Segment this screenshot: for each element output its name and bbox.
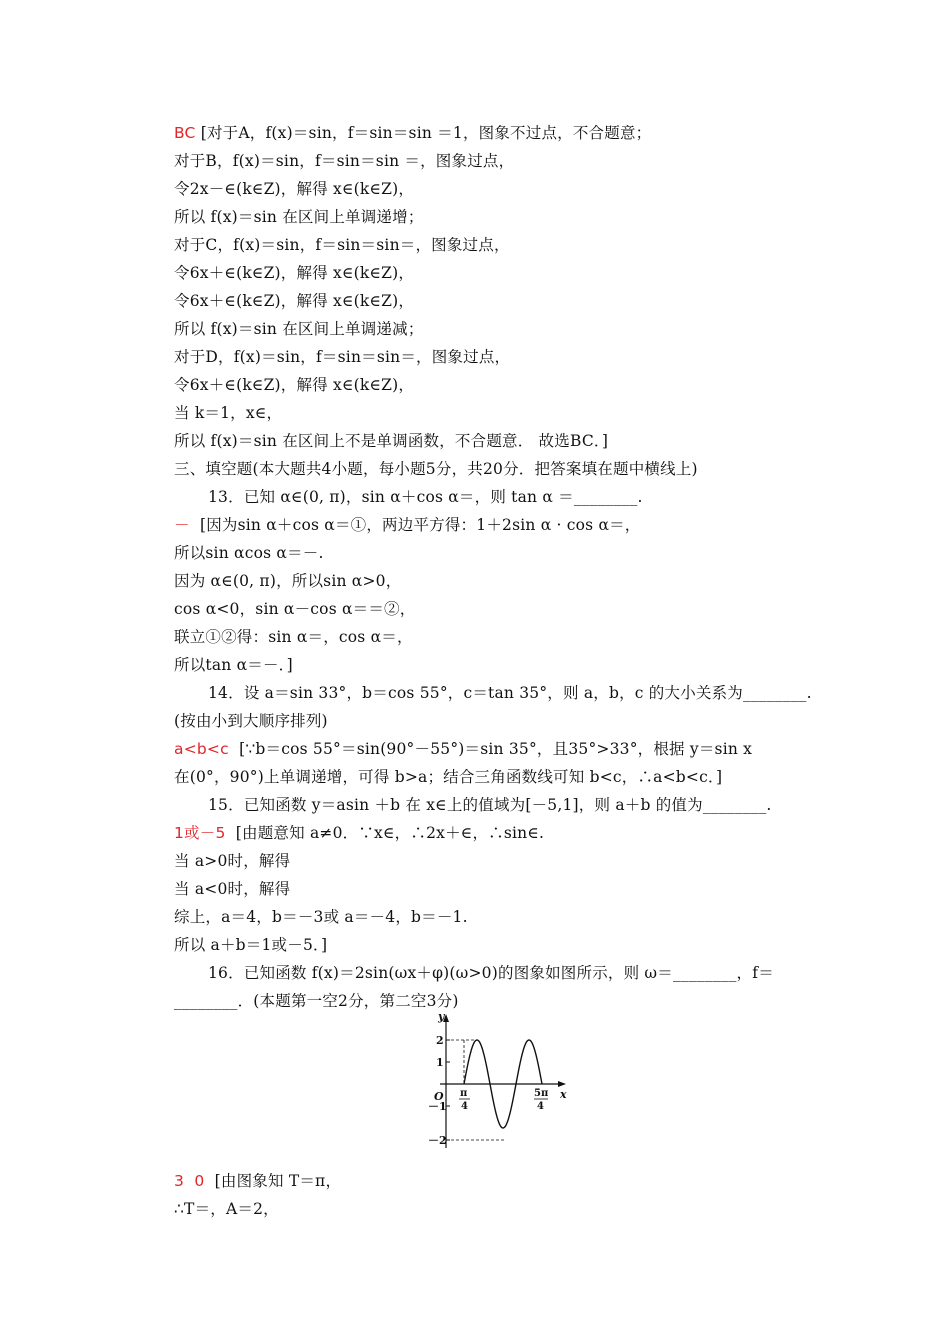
- line-text: 当 a<0时，解得: [174, 880, 291, 898]
- line-text: 对于D，f(x)＝sin，f＝sin＝sin＝，图象过点，: [174, 348, 511, 366]
- answer-label: BC: [174, 124, 196, 142]
- line-text: 16．已知函数 f(x)＝2sin(ωx＋φ)(ω>0)的图象如图所示，则 ω＝________，f＝: [208, 964, 774, 982]
- line-text: 14．设 a＝sin 33°，b＝cos 55°，c＝tan 35°，则 a，b，c 的大小关系为________.: [208, 684, 812, 702]
- text-line: [174, 459, 698, 479]
- text-line: [174, 571, 401, 591]
- x-axis-label: x: [560, 1088, 567, 1101]
- line-text: cos α<0，sin α－cos α＝＝②，: [174, 600, 416, 618]
- text-line: [174, 711, 328, 731]
- text-line: [174, 515, 641, 535]
- line-text: 所以sin αcos α＝－.: [174, 544, 324, 562]
- y-axis-label: y: [438, 1010, 445, 1023]
- text-line: [174, 123, 651, 143]
- line-text: 三、填空题(本大题共4小题，每小题5分，共20分．把答案填在题中横线上): [174, 460, 698, 478]
- line-text: 令2x－∈(k∈Z)，解得 x∈(k∈Z)，: [174, 180, 415, 198]
- line-text: 当 k＝1，x∈，: [174, 404, 283, 422]
- x-tick-5pi4-numerator: 5π: [534, 1088, 549, 1099]
- text-line: [174, 431, 608, 451]
- text-line: [174, 291, 414, 311]
- line-text: [对于A，f(x)＝sin，f＝sin＝sin ＝1，图象不过点，不合题意；: [195, 124, 652, 142]
- text-line: [208, 963, 774, 983]
- text-line: [174, 1171, 341, 1191]
- y-tick-label-2: 2: [436, 1034, 444, 1047]
- line-text: 当 a>0时，解得: [174, 852, 291, 870]
- x-tick-pi4-denominator: 4: [461, 1101, 468, 1112]
- line-text: 13．已知 α∈(0, π)，sin α＋cos α＝，则 tan α ＝________.: [208, 488, 643, 506]
- line-text: [∵b＝cos 55°＝sin(90°－55°)＝sin 35°，且35°>33°，根据 y＝sin x: [228, 740, 753, 758]
- y-tick-label-m1: －1: [428, 1100, 447, 1113]
- line-text: 对于C，f(x)＝sin，f＝sin＝sin＝，图象过点，: [174, 236, 510, 254]
- text-line: [174, 347, 510, 367]
- y-tick-label-1: 1: [436, 1056, 444, 1069]
- y-tick-label-m2: －2: [428, 1134, 447, 1147]
- line-text: 联立①②得：sin α＝，cos α＝，: [174, 628, 413, 646]
- text-line: [174, 655, 293, 675]
- text-line: [174, 1199, 279, 1219]
- sine-graph-figure: [420, 1010, 570, 1160]
- text-line: [174, 179, 414, 199]
- text-line: [174, 879, 290, 899]
- line-text: 所以 a＋b＝1或－5．]: [174, 936, 328, 954]
- text-line: [174, 627, 413, 647]
- line-text: [因为sin α＋cos α＝①，两边平方得：1＋2sin α · cos α＝，: [189, 516, 641, 534]
- origin-label: O: [434, 1090, 444, 1103]
- x-tick-5pi4-denominator: 4: [537, 1101, 544, 1112]
- text-line: [174, 235, 510, 255]
- line-text: 因为 α∈(0, π)，所以sin α>0，: [174, 572, 402, 590]
- text-line: [208, 683, 812, 703]
- line-text: 所以 f(x)＝sin 在区间上单调递减；: [174, 320, 424, 338]
- x-tick-pi4-numerator: π: [460, 1088, 468, 1099]
- line-text: 综上，a＝4，b＝－3或 a＝－4，b＝－1.: [174, 908, 468, 926]
- text-line: [174, 739, 752, 759]
- text-line: [174, 263, 414, 283]
- answer-label: a<b<c: [174, 740, 229, 758]
- line-text: 对于B，f(x)＝sin，f＝sin＝sin ＝，图象过点，: [174, 152, 515, 170]
- line-text: 15．已知函数 y＝asin ＋b 在 x∈上的值域为[－5,1]，则 a＋b 的值为________.: [208, 796, 772, 814]
- text-line: [174, 767, 722, 787]
- line-text: 所以tan α＝－．]: [174, 656, 293, 674]
- answer-label: －: [174, 516, 190, 534]
- line-text: ________．(本题第一空2分，第二空3分): [174, 992, 459, 1010]
- line-text: 在(0°，90°)上单调递增，可得 b>a；结合三角函数线可知 b<c，∴a<b<c．]: [174, 768, 723, 786]
- text-line: [174, 907, 468, 927]
- line-text: 所以 f(x)＝sin 在区间上不是单调函数，不合题意． 故选BC．]: [174, 432, 609, 450]
- text-line: [174, 403, 282, 423]
- text-line: [208, 795, 772, 815]
- text-line: [174, 599, 415, 619]
- sine-graph-svg: [420, 1010, 570, 1160]
- line-text: (按由小到大顺序排列): [174, 712, 328, 730]
- answer-label: 1或－5: [174, 824, 226, 842]
- text-line: [174, 151, 514, 171]
- text-line: [174, 543, 324, 563]
- text-line: [174, 207, 424, 227]
- text-line: [174, 935, 327, 955]
- text-line: [174, 375, 414, 395]
- line-text: [由题意知 a≠0．∵x∈，∴2x＋∈，∴sin∈.: [225, 824, 545, 842]
- line-text: 所以 f(x)＝sin 在区间上单调递增；: [174, 208, 424, 226]
- line-text: 令6x＋∈(k∈Z)，解得 x∈(k∈Z)，: [174, 292, 415, 310]
- line-text: ∴T＝，A＝2，: [174, 1200, 279, 1218]
- line-text: [由图象知 T＝π，: [204, 1172, 342, 1190]
- x-axis-arrow-icon: [558, 1081, 566, 1087]
- text-line: [174, 991, 459, 1011]
- text-line: [174, 851, 290, 871]
- line-text: 令6x＋∈(k∈Z)，解得 x∈(k∈Z)，: [174, 264, 415, 282]
- text-line: [208, 487, 643, 507]
- answer-label: 3 0: [174, 1172, 205, 1190]
- text-line: [174, 319, 424, 339]
- text-line: [174, 823, 544, 843]
- line-text: 令6x＋∈(k∈Z)，解得 x∈(k∈Z)，: [174, 376, 415, 394]
